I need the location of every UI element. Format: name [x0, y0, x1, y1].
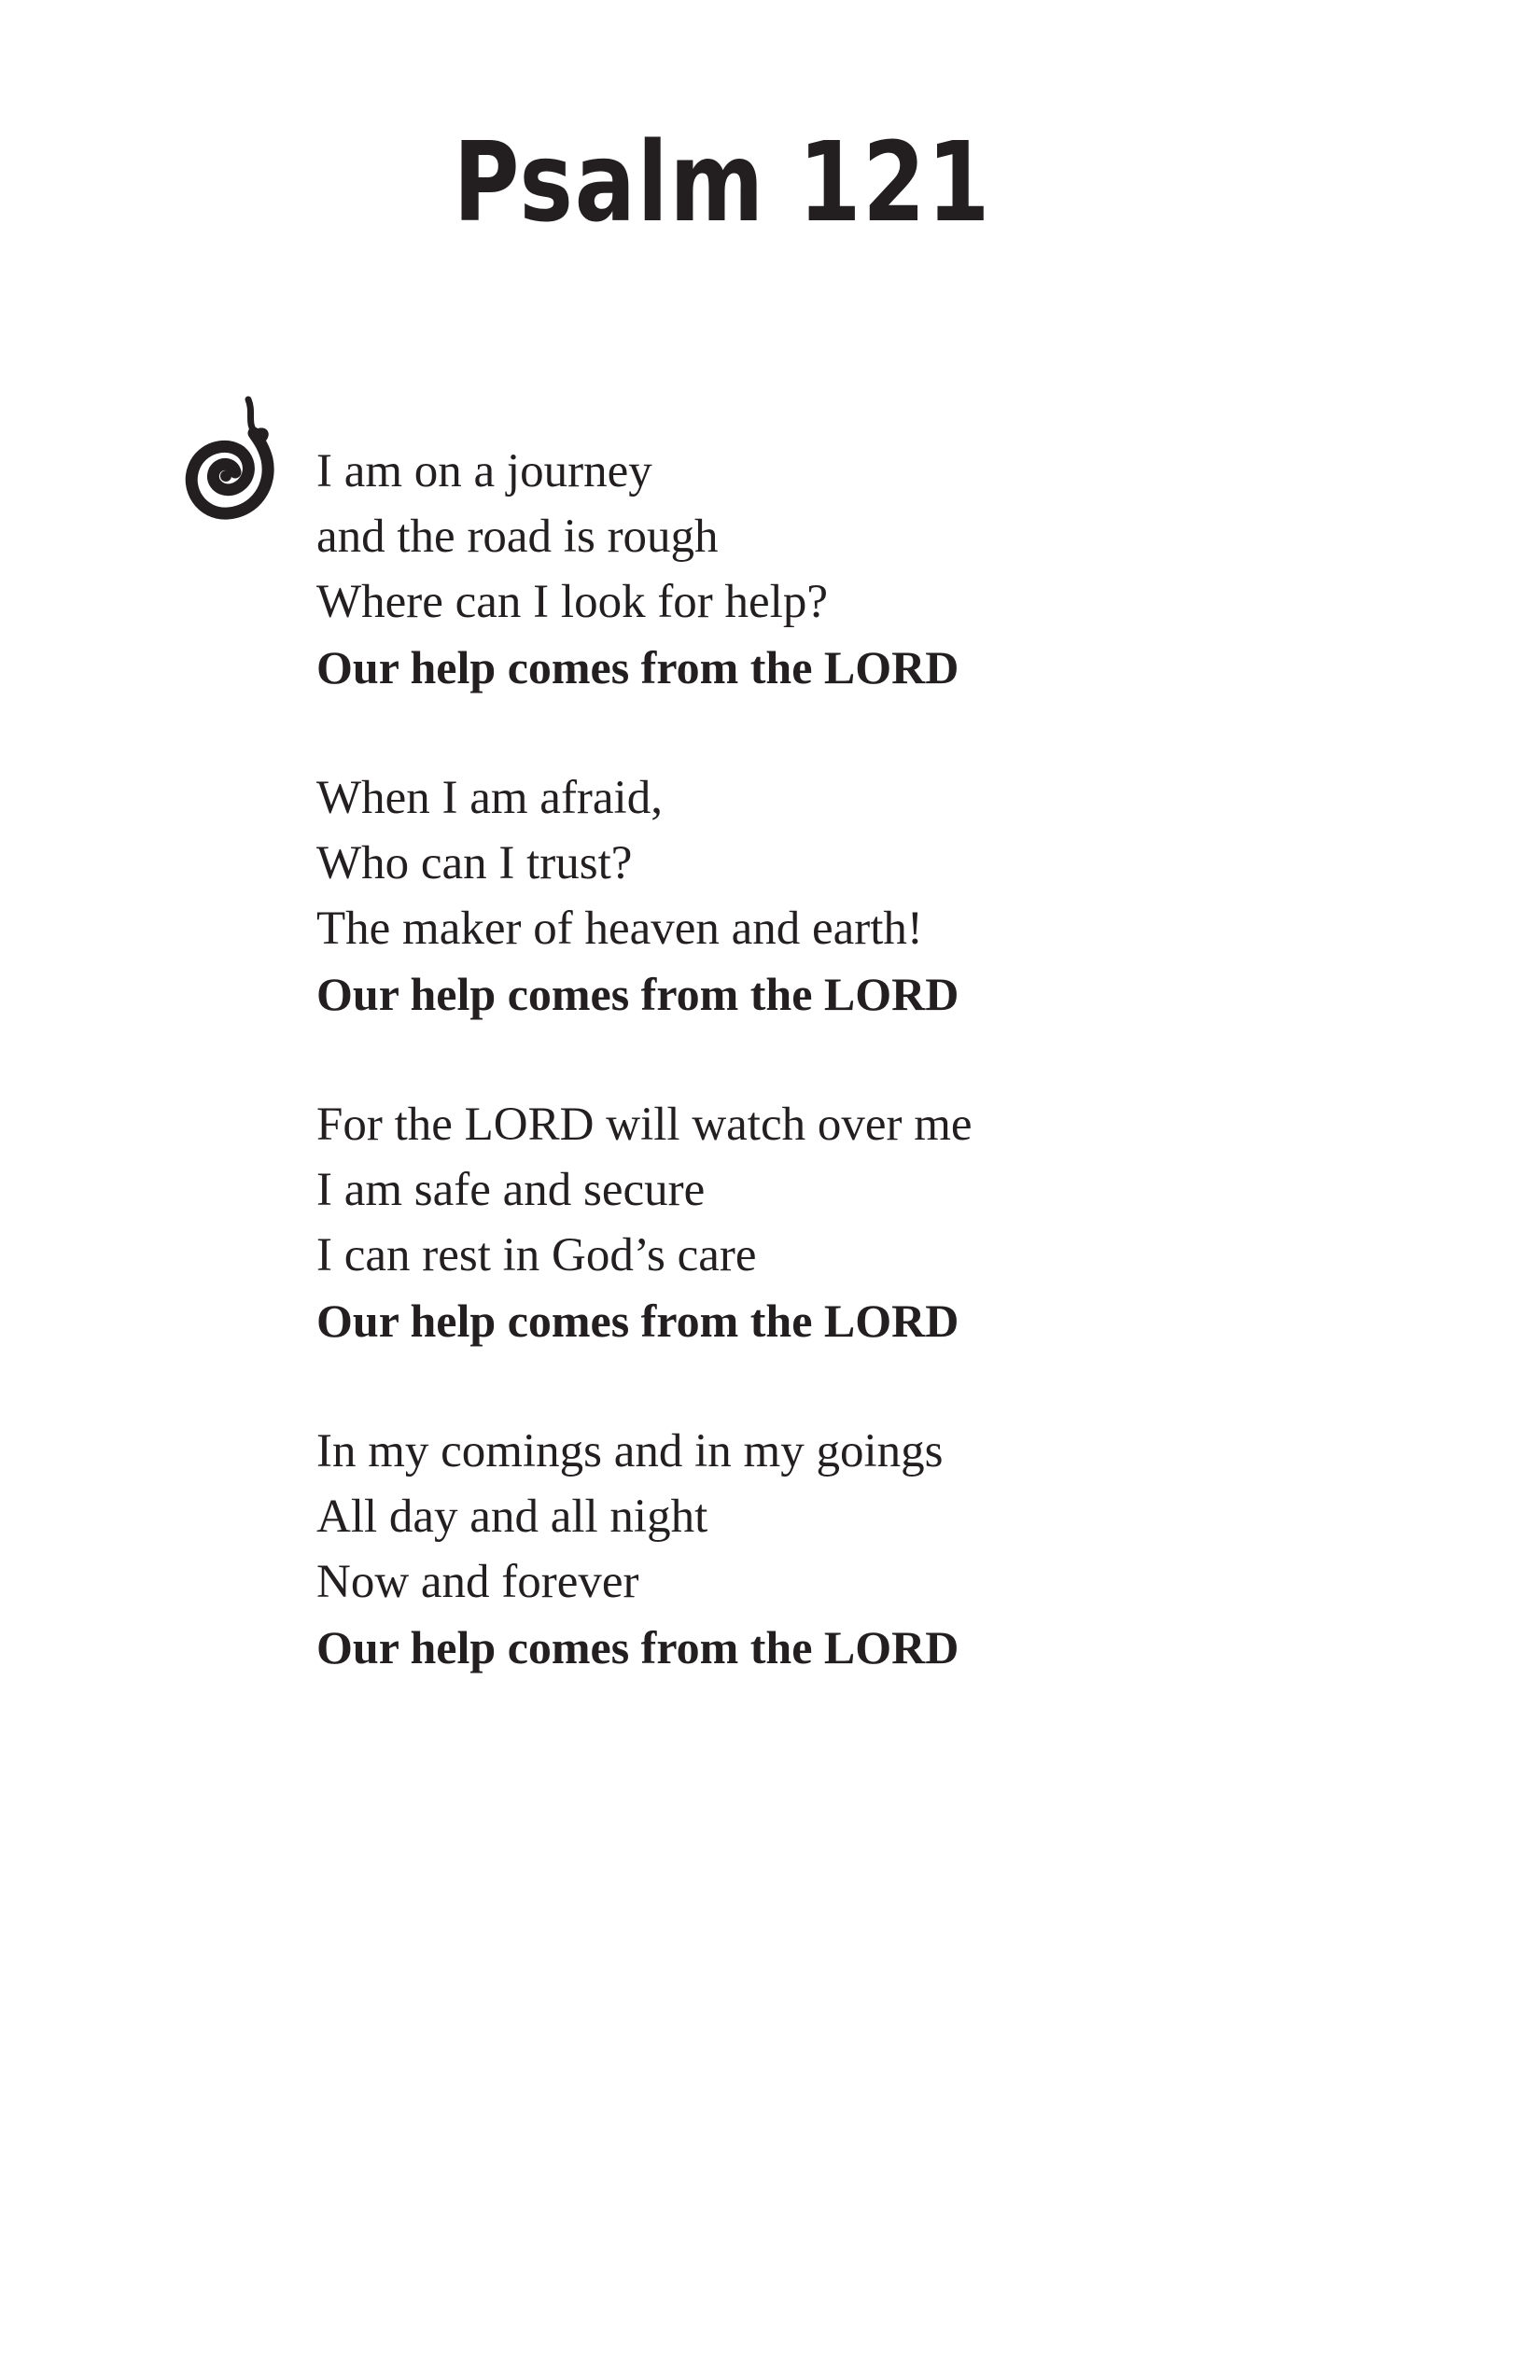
poem-line: Now and forever [316, 1556, 639, 1608]
stanza [316, 765, 1436, 1027]
poem-line: When I am afraid, [316, 772, 663, 824]
refrain-line: Our help comes from the LORD [316, 641, 959, 693]
poem-line: and the road is rough [316, 511, 719, 563]
page-title: Psalm 121 [453, 118, 992, 246]
poem-line: Who can I trust? [316, 837, 633, 889]
refrain-line: Our help comes from the LORD [316, 1295, 959, 1347]
stanza [316, 1092, 1436, 1353]
stanza [316, 1419, 1436, 1680]
poem-line: I can rest in God’s care [316, 1229, 757, 1281]
poem-line: The maker of heaven and earth! [316, 903, 923, 955]
refrain-line: Our help comes from the LORD [316, 1621, 959, 1673]
poem-line: All day and all night [316, 1491, 708, 1543]
swirl-icon [175, 392, 278, 527]
poem-body [316, 439, 1436, 1745]
refrain-line: Our help comes from the LORD [316, 968, 959, 1020]
stanza [316, 439, 1436, 700]
poem-line: In my comings and in my goings [316, 1425, 944, 1477]
poem-line: I am safe and secure [316, 1164, 706, 1216]
poem-line: For the LORD will watch over me [316, 1099, 973, 1151]
poem-line: I am on a journey [316, 445, 652, 497]
poem-line: Where can I look for help? [316, 576, 828, 628]
